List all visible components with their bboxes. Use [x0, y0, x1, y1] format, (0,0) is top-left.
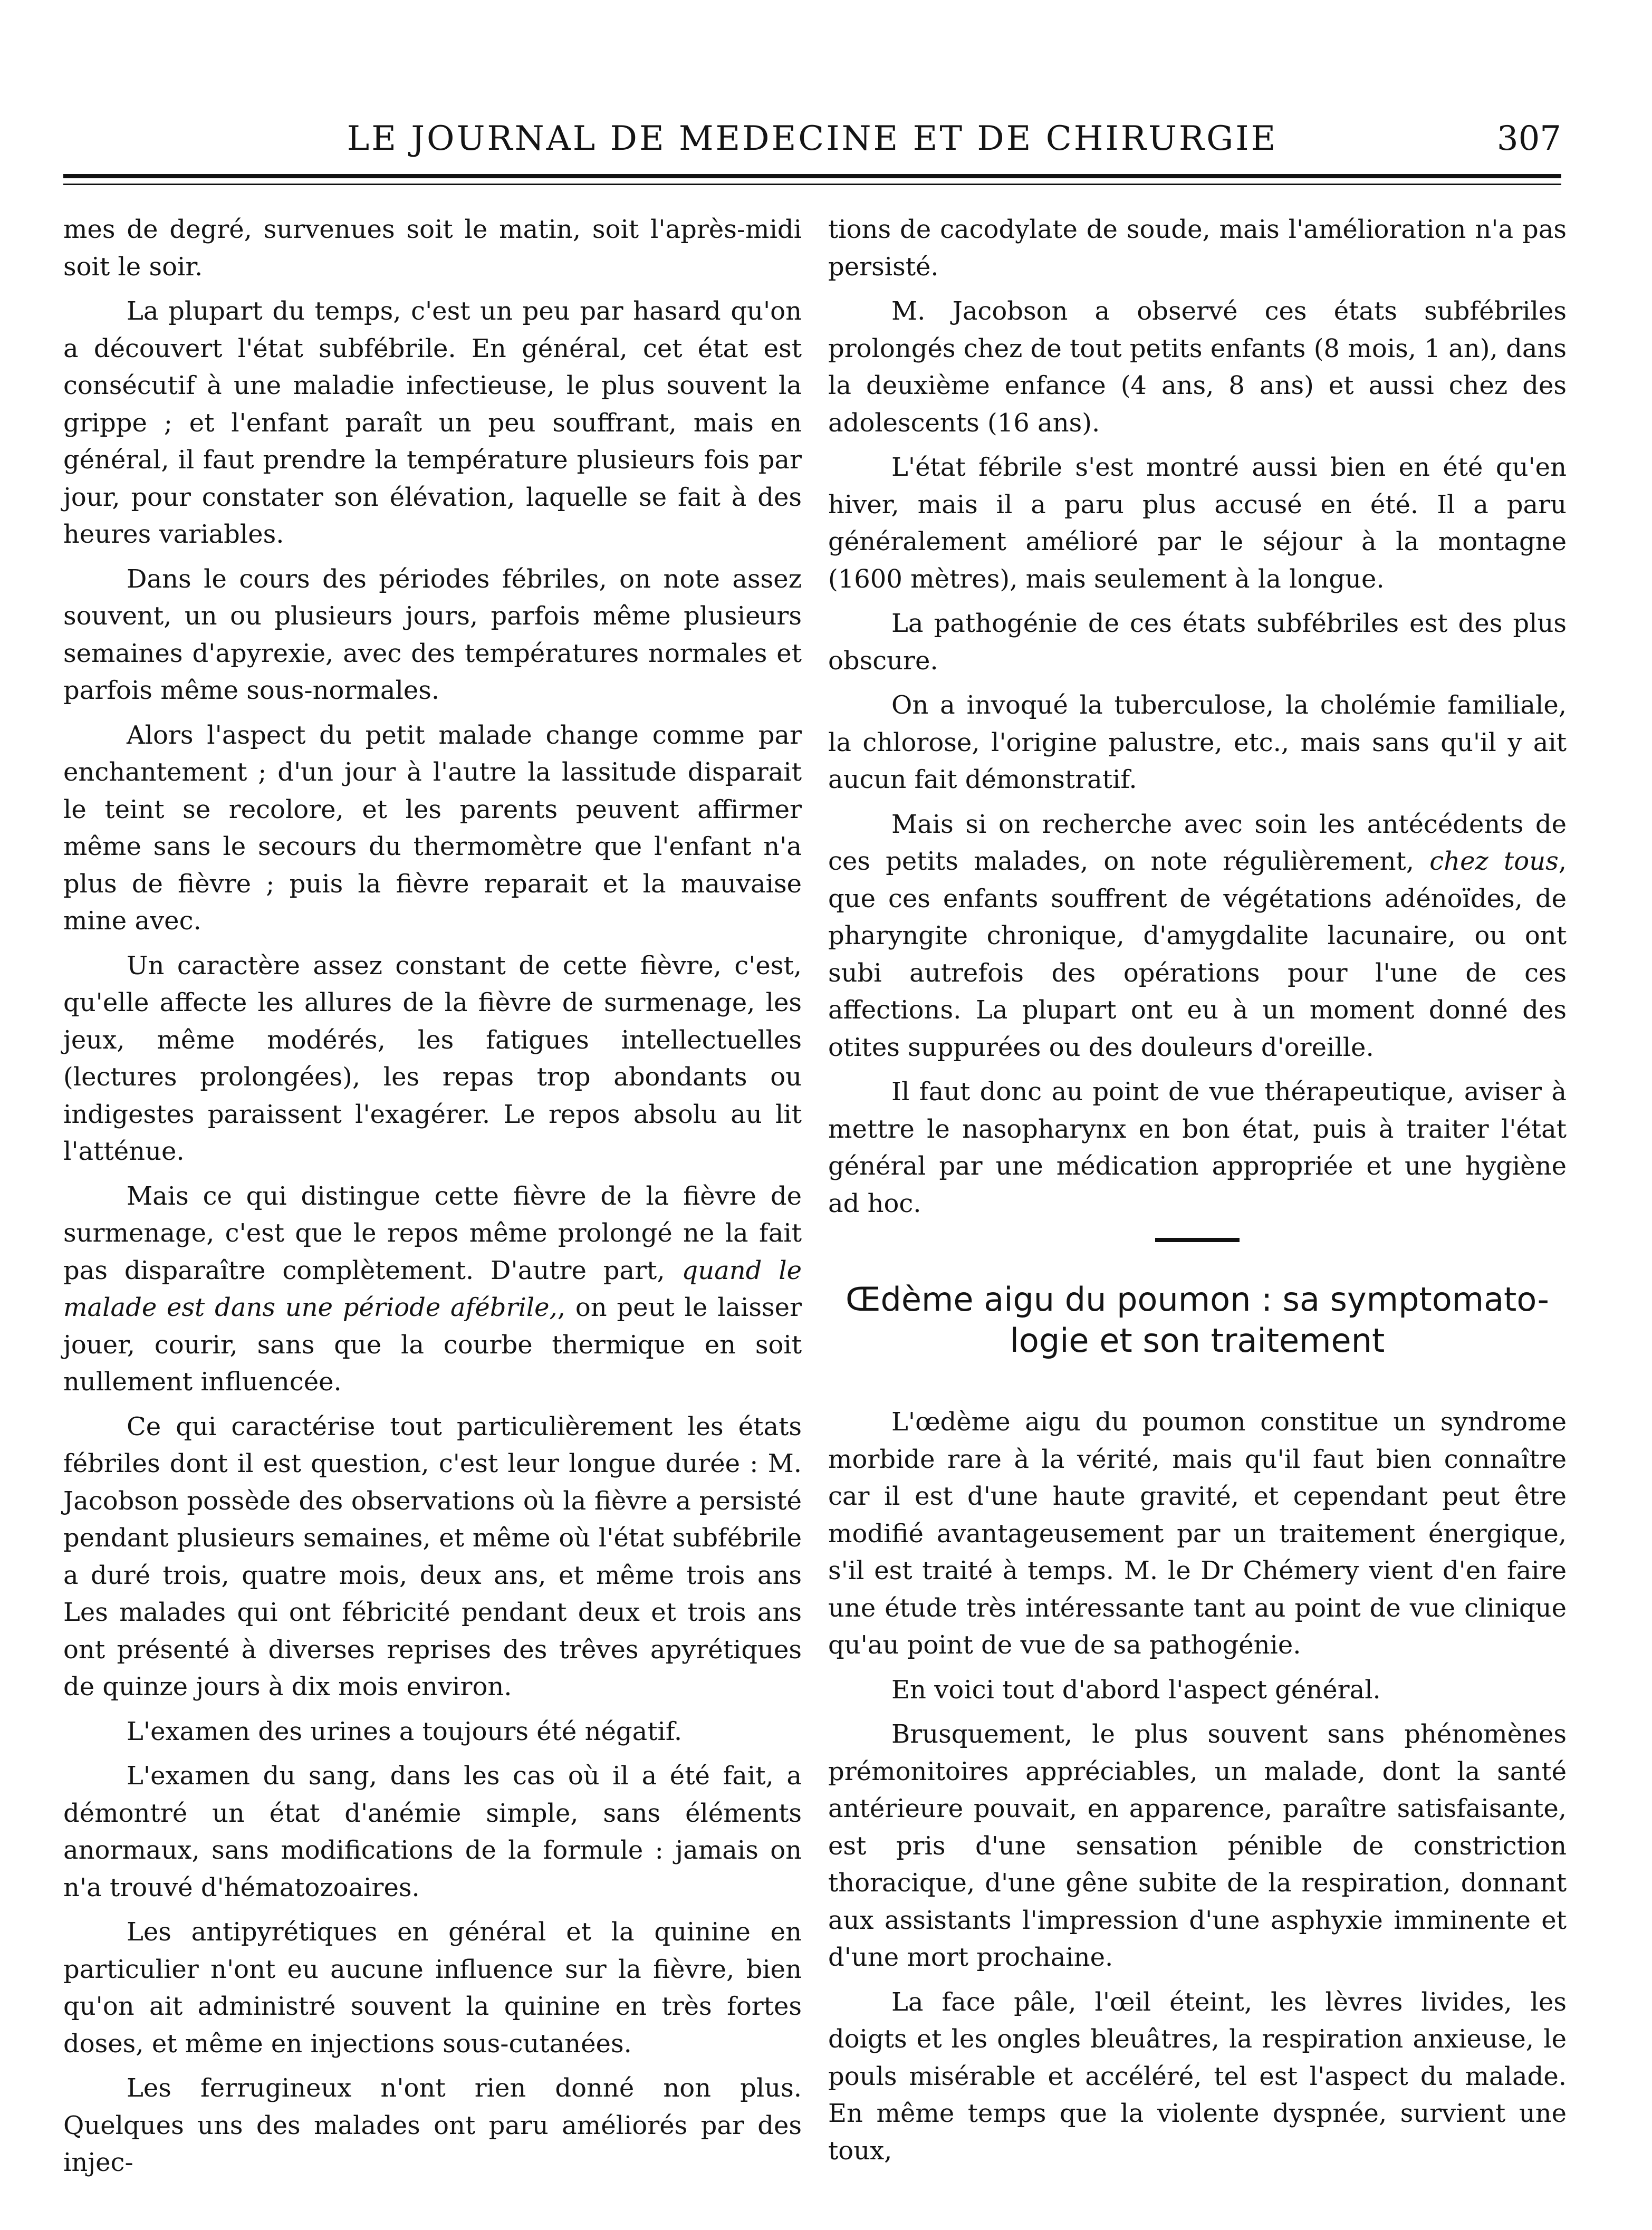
paragraph: Alors l'aspect du petit malade change comme par enchantement ; d'un jour à l'autre la lassitude disparait le teint se recolore, et les parents peuvent affirmer même sans le secours du thermomètre que l'enfant n'a plus de fièvre ; puis la fièvre reparait et la mauvaise mine avec. [63, 720, 802, 936]
article-title-line: Œdème aigu du poumon : sa symptomato- [846, 1280, 1549, 1319]
right-column [828, 211, 1567, 2177]
text-run: Mais si on recherche avec soin les antécédents de ces petits malades, on note régulièrement, [828, 809, 1567, 876]
paragraph: Ce qui caractérise tout particulièrement les états fébriles dont il est question, c'est leur longue durée : M. Jacobson possède des observations où la fièvre a persisté pendant plusieurs semaines, et même où l'état subfébrile a duré trois, quatre mois, deux ans, et même trois ans Les malades qui ont fébricité pendant deux et trois ans ont présenté à diverses reprises des trêves apyrétiques de quinze jours à dix mois environ. [63, 1411, 802, 1702]
paragraph: La pathogénie de ces états subfébriles est des plus obscure. [828, 609, 1567, 676]
paragraph: Un caractère assez constant de cette fièvre, c'est, qu'elle affecte les allures de la fièvre de surmenage, les jeux, même modérés, les fatigues intellectuelles (lectures prolongées), les repas trop abondants ou indigestes paraissent l'exagérer. Le repos absolu au lit l'atténue. [63, 950, 802, 1166]
paragraph: M. Jacobson a observé ces états subfébriles prolongés chez de tout petits enfants (8 mois, 1 an), dans la deuxième enfance (4 ans, 8 ans) et aussi chez des adolescents (16 ans). [828, 296, 1567, 438]
paragraph: Il faut donc au point de vue thérapeutique, aviser à mettre le nasopharynx en bon état, puis à traiter l'état général par une médication appropriée et une hygiène ad hoc. [828, 1077, 1567, 1218]
paragraph: L'examen du sang, dans les cas où il a été fait, a démontré un état d'anémie simple, sans éléments anormaux, sans modifications de la formule : jamais on n'a trouvé d'hématozoaires. [63, 1761, 802, 1902]
paragraph: Les antipyrétiques en général et la quinine en particulier n'ont eu aucune influence sur la fièvre, bien qu'on ait administré souvent la quinine en très fortes doses, et même en injections sous-cutanées. [63, 1917, 802, 2059]
journal-title: LE JOURNAL DE MEDECINE ET DE CHIRURGIE [347, 119, 1278, 158]
paragraph [63, 1178, 802, 1401]
paragraph: L'examen des urines a toujours été négatif. [127, 1716, 683, 1746]
text-run: , on peut le laisser jouer, courir, sans que la courbe thermique en soit nullement influencée. [63, 1293, 802, 1397]
paragraph: Brusquement, le plus souvent sans phénomènes prémonitoires appréciables, un malade, dont la santé antérieure pouvait, en apparence, paraître satisfaisante, est pris d'une sensation pénible de constriction thoracique, d'une gêne subite de la respiration, donnant aux assistants l'impression d'une asphyxie imminente et d'une mort prochaine. [828, 1719, 1567, 1972]
paragraph: tions de cacodylate de soude, mais l'amélioration n'a pas persisté. [828, 215, 1567, 282]
paragraph: Dans le cours des périodes fébriles, on note assez souvent, un ou plusieurs jours, parfois même plusieurs semaines d'apyrexie, avec des températures normales et parfois même sous-normales. [63, 564, 802, 705]
left-column [63, 211, 802, 2189]
paragraph [828, 806, 1567, 1066]
header-rule-thin [63, 184, 1561, 185]
paragraph: L'état fébrile s'est montré aussi bien en été qu'en hiver, mais il a paru plus accusé en été. Il a paru généralement amélioré par le séjour à la montagne (1600 mètres), mais seulement à la longue. [828, 453, 1567, 594]
section-separator [1155, 1238, 1240, 1242]
text-run: , que ces enfants souffrent de végétations adénoïdes, de pharyngite chronique, d'amygdalite lacunaire, ou ont subi autrefois des opérations pour l'une de ces affections. La plupart ont eu à un moment donné des otites suppurées ou des douleurs d'oreille. [828, 847, 1567, 1062]
paragraph: On a invoqué la tuberculose, la cholémie familiale, la chlorose, l'origine palustre, etc., mais sans qu'il y ait aucun fait démonstratif. [828, 690, 1567, 794]
paragraph: mes de degré, survenues soit le matin, soit l'après-midi soit le soir. [63, 215, 802, 282]
paragraph: En voici tout d'abord l'aspect général. [891, 1675, 1381, 1705]
italic-text-run: chez tous [1429, 847, 1559, 876]
header-rule-thick [63, 174, 1561, 178]
article-title-line: logie et son traitement [1010, 1321, 1385, 1360]
article-title [828, 1279, 1567, 1361]
italic-text-run: quand le malade est dans une période afébrile, [63, 1255, 802, 1322]
text-run: Mais ce qui distingue cette fièvre de la fièvre de surmenage, c'est que le repos même prolongé ne la fait pas disparaître complètement. D'autre part, [63, 1181, 802, 1285]
page-number: 307 [1496, 119, 1561, 158]
paragraph: Les ferrugineux n'ont rien donné non plus. Quelques uns des malades ont paru améliorés par des injec- [63, 2073, 802, 2177]
page-header [63, 115, 1561, 162]
paragraph: La face pâle, l'œil éteint, les lèvres livides, les doigts et les ongles bleuâtres, la respiration anxieuse, le pouls misérable et accéléré, tel est l'aspect du malade. En même temps que la violente dyspnée, survient une toux, [828, 1987, 1567, 2166]
paragraph: La plupart du temps, c'est un peu par hasard qu'on a découvert l'état subfébrile. En général, cet état est consécutif à une maladie infectieuse, le plus souvent la grippe ; et l'enfant paraît un peu souffrant, mais en général, il faut prendre la température plusieurs fois par jour, pour constater son élévation, laquelle se fait à des heures variables. [63, 296, 802, 549]
paragraph: L'œdème aigu du poumon constitue un syndrome morbide rare à la vérité, mais qu'il faut bien connaître car il est d'une haute gravité, et cependant peut être modifié avantageusement par un traitement énergique, s'il est traité à temps. M. le Dr Chémery vient d'en faire une étude très intéressante tant au point de vue clinique qu'au point de vue de sa pathogénie. [828, 1407, 1567, 1660]
